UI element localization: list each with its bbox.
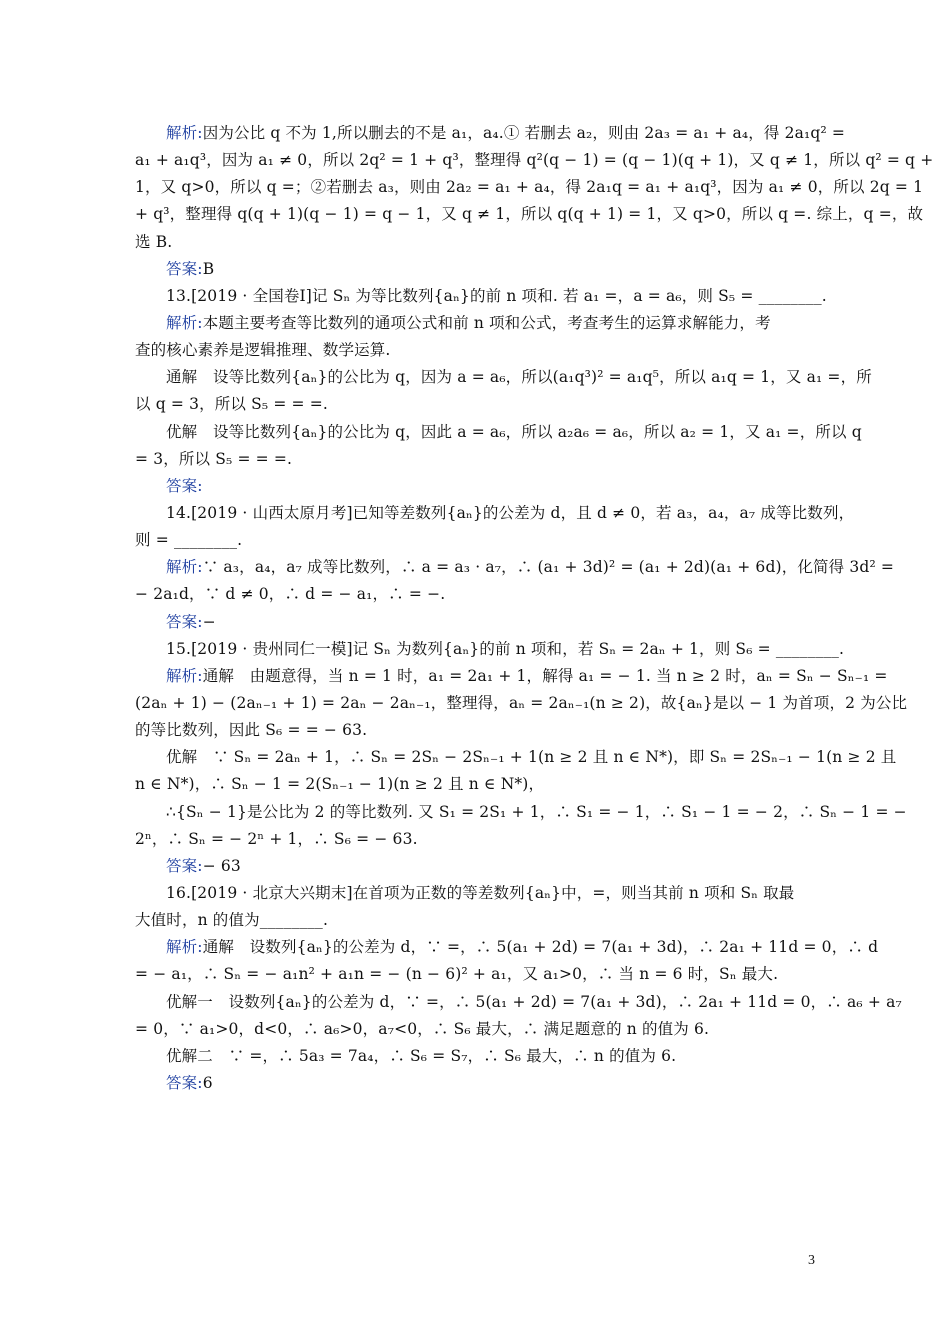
text-line (135, 1043, 825, 1070)
line-text: 查的核心素养是逻辑推理、数学运算. (135, 341, 391, 360)
text-line (135, 907, 825, 934)
text-line (135, 771, 825, 798)
line-text: 优解 设等比数列{aₙ}的公比为 q，因此 a = a₆，所以 a₂a₆ = a₆，所以 a₂ = 1，又 a₁ =，所以 q (166, 422, 862, 441)
section-label: 解析: (166, 124, 203, 142)
line-text: + q³，整理得 q(q + 1)(q − 1) = q − 1，又 q ≠ 1，所以 q(q + 1) = 1，又 q>0，所以 q =. 综上，q =，故 (135, 205, 924, 224)
line-text: 本题主要考查等比数列的通项公式和前 n 项和公式，考查考生的运算求解能力，考 (202, 313, 771, 332)
text-line (135, 554, 895, 581)
line-text: a₁ + a₁q³，因为 a₁ ≠ 0，所以 2q² = 1 + q³，整理得 q²(q − 1) = (q − 1)(q + 1)，又 q ≠ 1，所以 q² = q + (135, 151, 934, 170)
section-label: 解析: (166, 666, 203, 685)
text-line (135, 500, 855, 527)
body-text (135, 120, 934, 1097)
text-line (135, 581, 825, 608)
line-text: 通解 设等比数列{aₙ}的公比为 q，因为 a = a₆，所以(a₁q³)² = a₁q⁵，所以 a₁q = 1，又 a₁ =，所 (166, 368, 872, 387)
line-text: 的等比数列，因此 S₆ = = − 63. (135, 721, 368, 740)
line-text: = − a₁，∴ Sₙ = − a₁n² + a₁n = − (n − 6)² + a₁，又 a₁>0，∴ 当 n = 6 时，Sₙ 最大. (135, 965, 779, 984)
text-line (135, 961, 825, 988)
line-text: 优解 ∵ Sₙ = 2aₙ + 1，∴ Sₙ = 2Sₙ − 2Sₙ₋₁ + 1(n ≥ 2 且 n ∈ N*)，即 Sₙ = 2Sₙ₋₁ − 1(n ≥ 2 且 (166, 748, 897, 767)
text-line (135, 934, 879, 961)
line-text: 选 B. (135, 232, 173, 251)
line-text: 优解一 设数列{aₙ}的公差为 d，∵ =，∴ 5(a₁ + 2d) = 7(a₁ + 3d)，∴ 2a₁ + 11d = 0，∴ a₆ + a₇ (166, 992, 902, 1011)
line-text: (2aₙ + 1) − (2aₙ₋₁ + 1) = 2aₙ − 2aₙ₋₁，整理得，aₙ = 2aₙ₋₁(n ≥ 2)，故{aₙ}是以 − 1 为首项，2 为公比 (135, 693, 908, 712)
section-label: 答案: (166, 612, 203, 631)
text-line (135, 690, 908, 717)
line-text: 优解二 ∵ =，∴ 5a₃ = 7a₄，∴ S₆ = S₇，∴ S₆ 最大，∴ n 的值为 6. (166, 1046, 677, 1065)
text-line (135, 174, 924, 201)
section-label: 答案: (166, 259, 203, 278)
line-text: 6 (202, 1073, 213, 1092)
text-line (135, 1070, 825, 1097)
text-line (135, 283, 825, 310)
text-line (135, 337, 825, 364)
line-text: 16.[2019 · 北京大兴期末]在首项为正数的等差数列{aₙ}中，=，则当其前 n 项和 Sₙ 取最 (166, 883, 795, 902)
text-line (135, 744, 897, 771)
line-text: 以 q = 3，所以 S₅ = = =. (135, 395, 328, 414)
text-line (135, 446, 825, 473)
section-label: 答案: (166, 476, 203, 495)
text-line (135, 201, 924, 228)
text-line (135, 310, 825, 337)
line-text: ∵ a₃，a₄，a₇ 成等比数列，∴ a = a₃ · a₇，∴ (a₁ + 3d)² = (a₁ + 2d)(a₁ + 6d)，化简得 3d² = (202, 558, 895, 577)
line-text: 15.[2019 · 贵州同仁一模]记 Sₙ 为数列{aₙ}的前 n 项和，若 Sₙ = 2aₙ + 1，则 S₆ = ________. (166, 639, 845, 658)
line-text: 13.[2019 · 全国卷Ⅰ]记 Sₙ 为等比数列{aₙ}的前 n 项和. 若 a₁ =，a = a₆，则 S₅ = ________. (166, 286, 827, 305)
text-line (135, 663, 888, 690)
line-text: − 2a₁d，∵ d ≠ 0，∴ d = − a₁，∴ = −. (135, 585, 446, 604)
line-text: − 63 (202, 856, 241, 875)
page-number: 3 (808, 1253, 815, 1268)
line-text: 1，又 q>0，所以 q =；②若删去 a₃，则由 2a₂ = a₁ + a₄，得 2a₁q = a₁ + a₁q³，因为 a₁ ≠ 0，所以 2q = 1 (135, 178, 924, 197)
text-line (135, 799, 907, 826)
section-label: 解析: (166, 313, 203, 332)
section-label: 解析: (166, 558, 203, 577)
text-line (135, 636, 845, 663)
line-text: 通解 设数列{aₙ}的公差为 d，∵ =，∴ 5(a₁ + 2d) = 7(a₁ + 3d)，∴ 2a₁ + 11d = 0，∴ d (202, 938, 879, 957)
line-text: = 3，所以 S₅ = = =. (135, 449, 293, 468)
line-text: ∴{Sₙ − 1}是公比为 2 的等比数列. 又 S₁ = 2S₁ + 1，∴ S₁ = − 1，∴ S₁ − 1 = − 2，∴ Sₙ − 1 = − (166, 802, 907, 821)
text-line (135, 473, 825, 500)
line-text: 2ⁿ，∴ Sₙ = − 2ⁿ + 1，∴ S₆ = − 63. (135, 829, 418, 848)
text-line (135, 880, 825, 907)
line-text: 大值时，n 的值为________. (135, 911, 329, 930)
text-line (135, 853, 825, 880)
text-line (135, 120, 846, 147)
line-text: 通解 由题意得，当 n = 1 时，a₁ = 2a₁ + 1，解得 a₁ = − 1. 当 n ≥ 2 时，aₙ = Sₙ − Sₙ₋₁ = (202, 666, 888, 685)
text-line (135, 364, 872, 391)
line-text: B (202, 259, 215, 278)
line-text: 因为公比 q 不为 1,所以删去的不是 a₁，a₄.① 若删去 a₂，则由 2a₃ = a₁ + a₄，得 2a₁q² = (202, 124, 846, 142)
section-label: 答案: (166, 856, 203, 875)
line-text: n ∈ N*)，∴ Sₙ − 1 = 2(Sₙ₋₁ − 1)(n ≥ 2 且 n ∈ N*)， (135, 775, 545, 794)
line-text: 则 = ________. (135, 531, 243, 550)
text-line (135, 391, 825, 418)
section-label: 解析: (166, 938, 203, 957)
text-line (135, 147, 934, 174)
text-line (135, 1016, 825, 1043)
line-text: 14.[2019 · 山西太原月考]已知等差数列{aₙ}的公差为 d，且 d ≠ 0，若 a₃，a₄，a₇ 成等比数列， (166, 503, 855, 522)
section-label: 答案: (166, 1073, 203, 1092)
text-line (135, 717, 825, 744)
text-line (135, 527, 825, 554)
text-line (135, 609, 825, 636)
line-text: − (202, 612, 216, 631)
text-line (135, 419, 862, 446)
text-line (135, 826, 825, 853)
line-text: = 0，∵ a₁>0，d<0，∴ a₆>0，a₇<0，∴ S₆ 最大，∴ 满足题意的 n 的值为 6. (135, 1019, 710, 1038)
text-line (135, 989, 902, 1016)
text-line (135, 229, 825, 256)
text-line (135, 256, 825, 283)
